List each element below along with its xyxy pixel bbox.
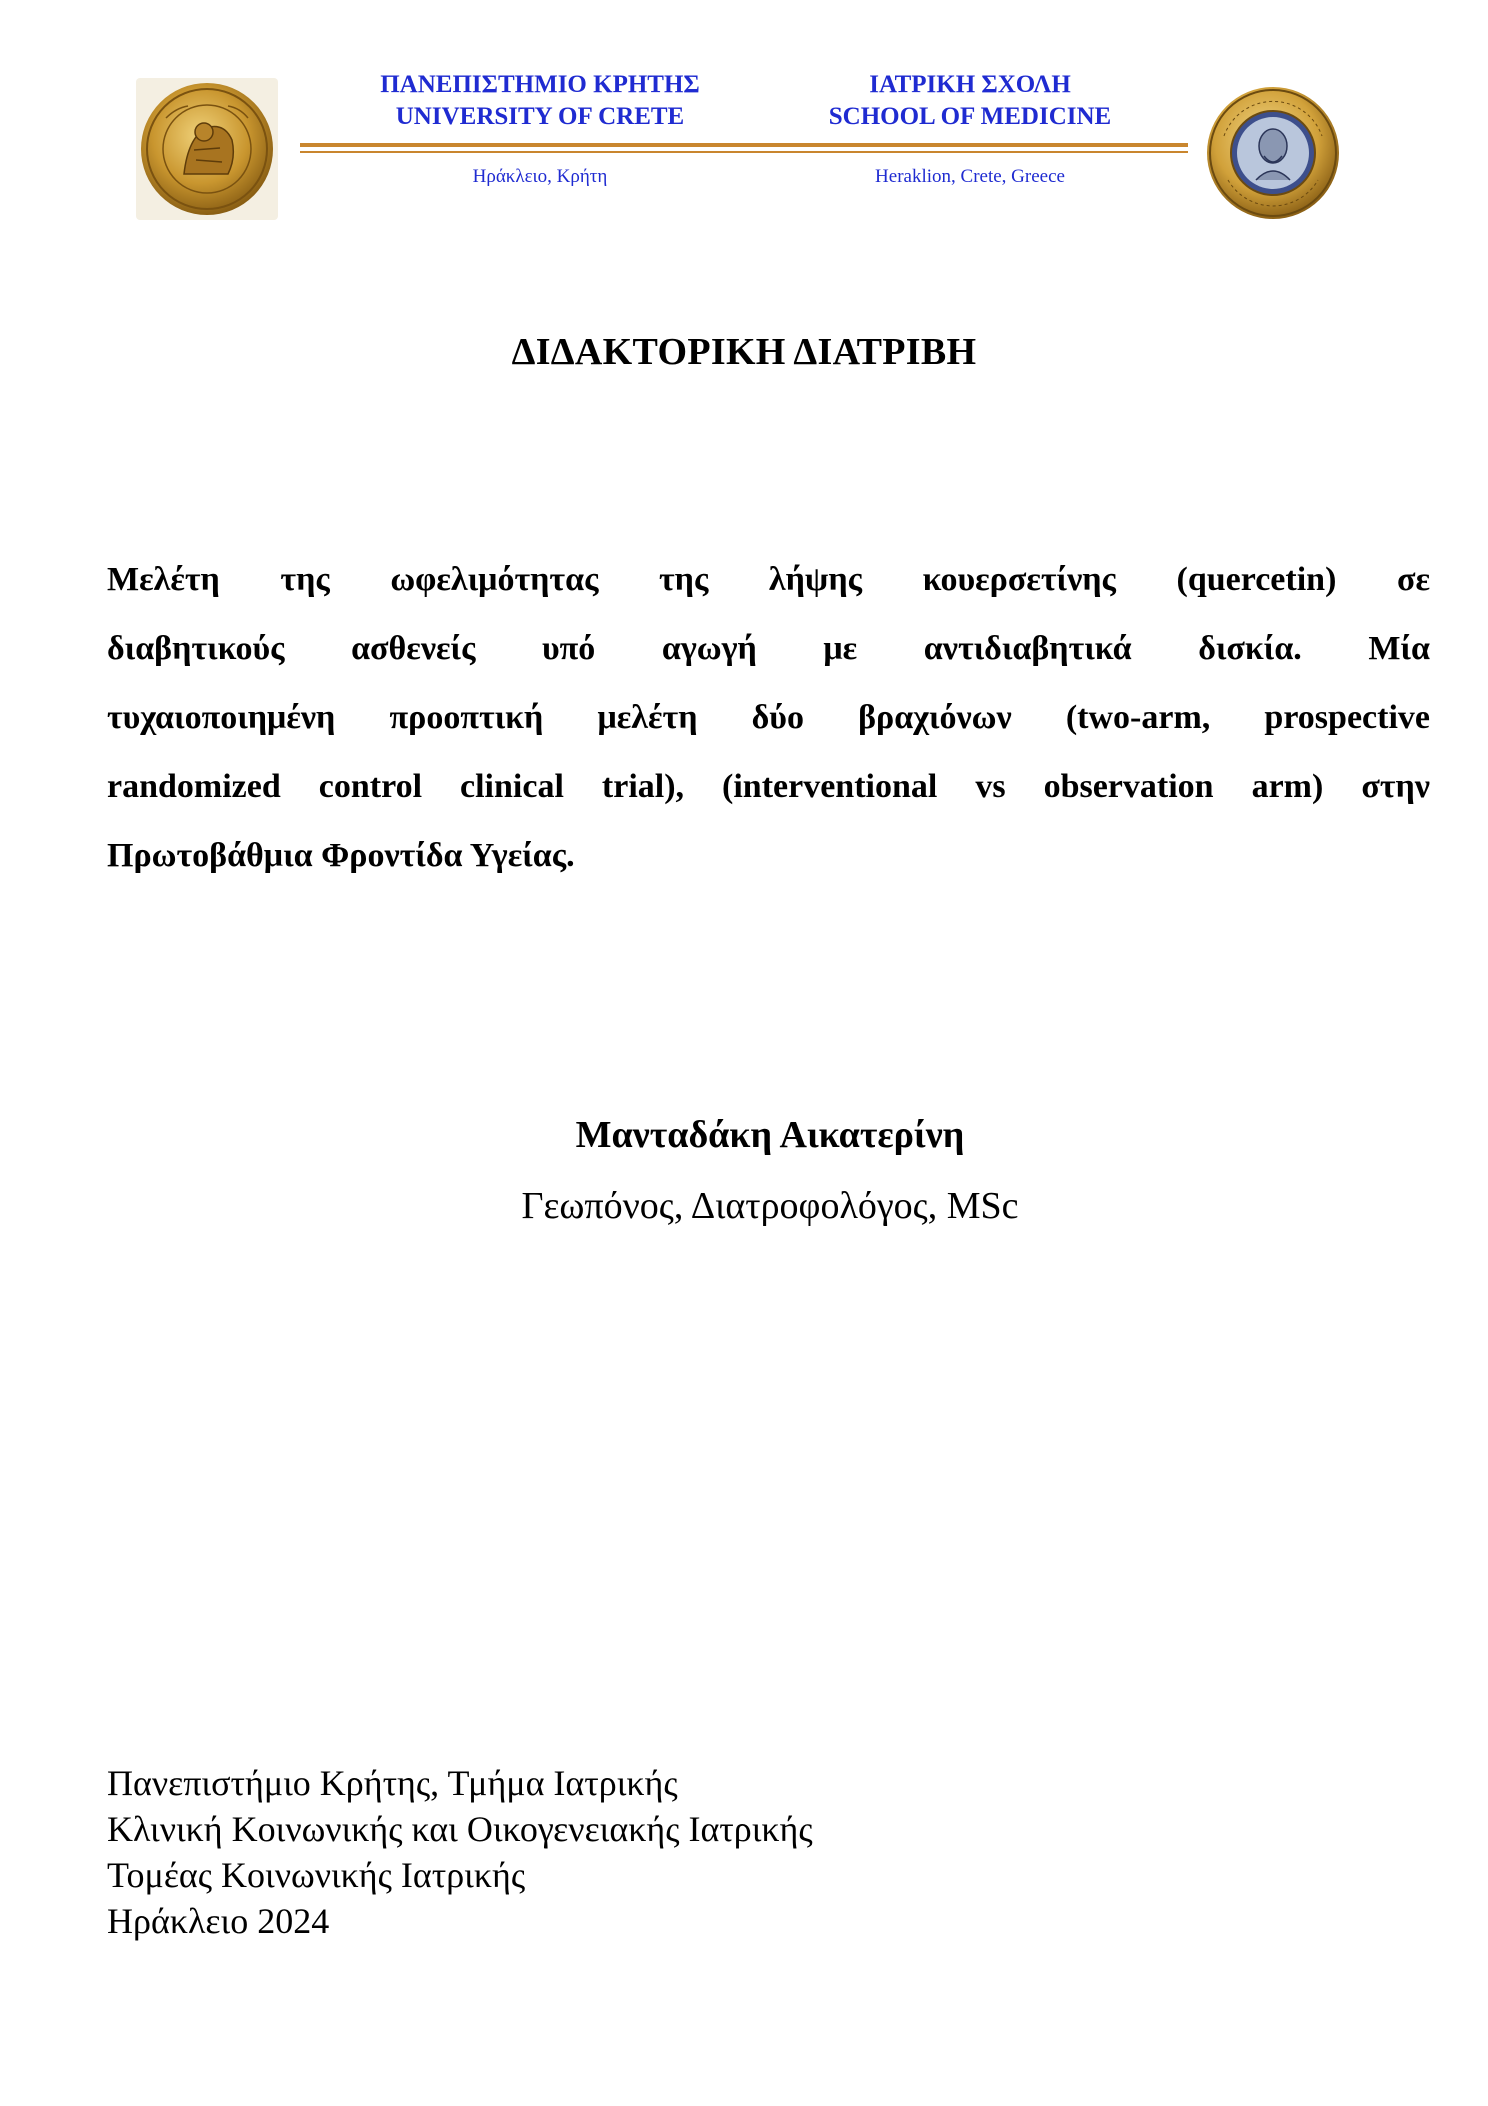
school-location: Heraklion, Crete, Greece — [875, 166, 1065, 187]
university-of-crete-seal-icon — [136, 78, 278, 220]
header-rule — [300, 143, 1188, 147]
footer-affiliation-line: Πανεπιστήμιο Κρήτης, Τμήμα Ιατρικής — [107, 1763, 678, 1803]
university-name-english: UNIVERSITY OF CRETE — [395, 103, 685, 130]
thesis-title-line: randomized control clinical trial), (interventional vs observation arm) στην — [107, 768, 1430, 805]
university-location: Ηράκλειο, Κρήτη — [472, 166, 608, 187]
university-name-greek: ΠΑΝΕΠΙΣΤΗΜΙΟ ΚΡΗΤΗΣ — [380, 71, 700, 98]
school-of-medicine-seal-icon — [1204, 84, 1342, 222]
school-name-english: SCHOOL OF MEDICINE — [828, 103, 1112, 130]
author-name: Μανταδάκη Αικατερίνη — [575, 1114, 965, 1156]
footer-affiliation-line: Κλινική Κοινωνικής και Οικογενειακής Ιατρικής — [107, 1809, 813, 1849]
school-name-greek: ΙΑΤΡΙΚΗ ΣΧΟΛΗ — [869, 71, 1071, 98]
thesis-title-line: τυχαιοποιημένη προοπτική μελέτη δύο βραχιόνων (two-arm, prospective — [107, 699, 1430, 736]
thesis-title-line: Πρωτοβάθμια Φροντίδα Υγείας. — [107, 837, 575, 874]
author-credentials: Γεωπόνος, Διατροφολόγος, MSc — [521, 1185, 1019, 1227]
header-rule-thin — [300, 151, 1188, 153]
footer-affiliation-line: Τομέας Κοινωνικής Ιατρικής — [107, 1855, 526, 1895]
footer-place-year: Ηράκλειο 2024 — [107, 1901, 330, 1941]
thesis-title-line: διαβητικούς ασθενείς υπό αγωγή με αντιδιαβητικά δισκία. Μία — [107, 630, 1430, 667]
thesis-title-line: Μελέτη της ωφελιμότητας της λήψης κουερσετίνης (quercetin) σε — [107, 561, 1430, 598]
document-type-heading: ΔΙΔΑΚΤΟΡΙΚΗ ΔΙΑΤΡΙΒΗ — [511, 331, 977, 373]
